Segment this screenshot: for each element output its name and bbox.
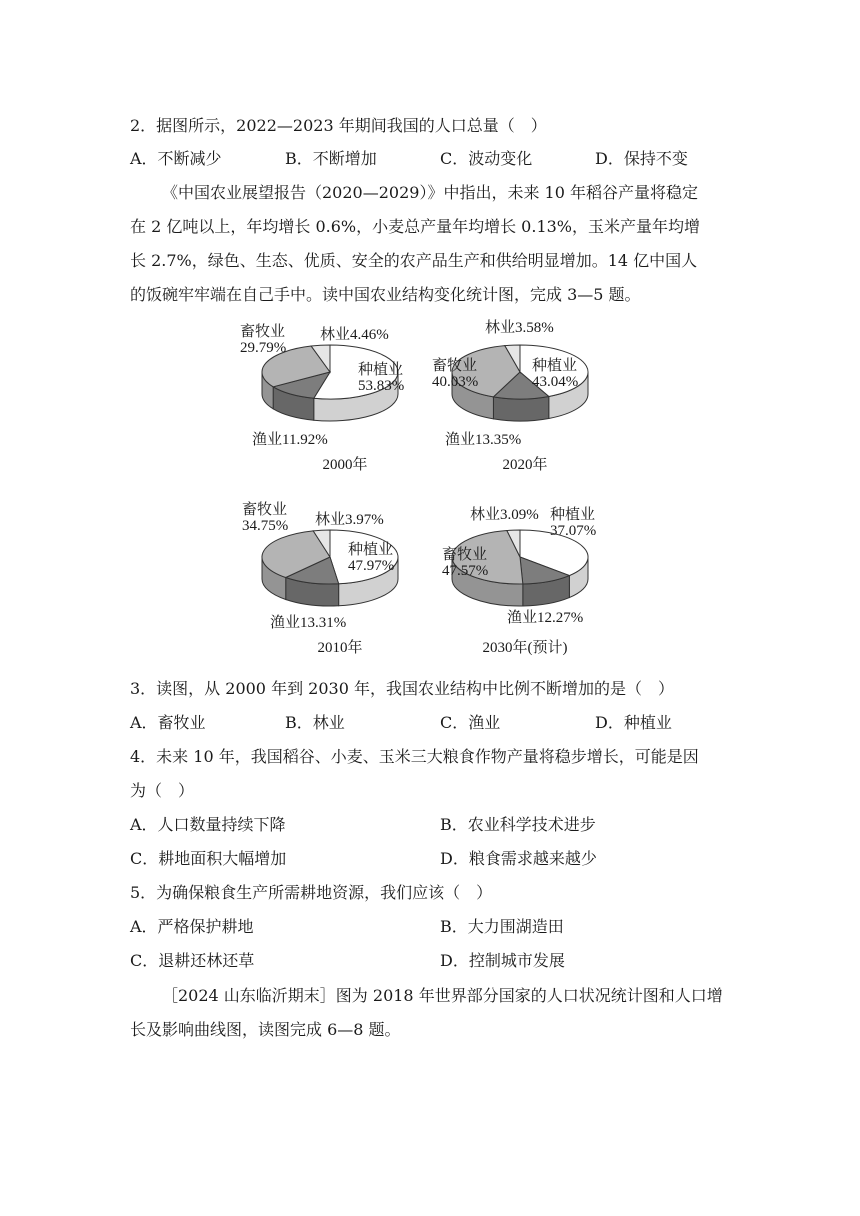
q4-option-c: C．耕地面积大幅增加 <box>130 849 287 868</box>
q5-option-a: A．严格保护耕地 <box>130 917 254 936</box>
pie-label-livestock-name: 畜牧业 <box>240 324 286 340</box>
pie-year-label: 2030年(预计) <box>482 640 568 656</box>
q2-option-d: D．保持不变 <box>595 149 688 168</box>
pie-side-渔业 <box>493 396 548 421</box>
pie-label-fishery: 渔业12.27% <box>507 610 584 626</box>
q2-option-c: C．波动变化 <box>440 149 533 168</box>
pie-label-crop-name: 种植业 <box>358 362 404 378</box>
pie-label-crop-name: 种植业 <box>550 507 596 523</box>
q5-option-d: D．控制城市发展 <box>440 951 565 970</box>
pie-label-crop-value: 53.83% <box>358 378 405 394</box>
pie-label-fishery: 渔业13.31% <box>270 615 347 631</box>
pie-label-fishery: 渔业13.35% <box>445 432 522 448</box>
q5-stem: 5．为确保粮食生产所需耕地资源，我们应该（ ） <box>130 883 493 902</box>
pie-label-crop-value: 37.07% <box>550 523 597 539</box>
pie-label-forest: 林业3.09% <box>470 507 539 523</box>
q3-option-b: B．林业 <box>285 713 345 732</box>
pie-label-livestock-name: 畜牧业 <box>442 547 488 563</box>
pie-year-label: 2020年 <box>502 457 548 473</box>
pie-label-livestock-name: 畜牧业 <box>242 502 288 518</box>
passage2-line-1: ［2024 山东临沂期末］图为 2018 年世界部分国家的人口状况统计图和人口增 <box>162 986 723 1005</box>
pie-label-crop-value: 43.04% <box>532 374 579 390</box>
pie-label-forest: 林业4.46% <box>320 327 389 343</box>
passage2-line-2: 长及影响曲线图，读图完成 6—8 题。 <box>130 1020 401 1039</box>
pie-charts-svg <box>235 312 625 662</box>
pie-label-forest: 林业3.58% <box>485 320 554 336</box>
passage1-line-4: 的饭碗牢牢端在自己手中。读中国农业结构变化统计图，完成 3—5 题。 <box>130 285 641 304</box>
q4-stem-line-2: 为（ ） <box>130 781 195 800</box>
q4-option-a: A．人口数量持续下降 <box>130 815 286 834</box>
pie-year-label: 2010年 <box>317 640 363 656</box>
pie-label-livestock-value: 29.79% <box>240 340 287 356</box>
pie-label-livestock-name: 畜牧业 <box>432 358 478 374</box>
q3-option-d: D．种植业 <box>595 713 672 732</box>
q3-stem: 3．读图，从 2000 年到 2030 年，我国农业结构中比例不断增加的是（ ） <box>130 679 674 698</box>
pie-label-livestock-value: 34.75% <box>242 518 289 534</box>
q5-option-c: C．退耕还林还草 <box>130 951 255 970</box>
q2-option-b: B．不断增加 <box>285 149 377 168</box>
pie-label-livestock-value: 40.03% <box>432 374 479 390</box>
q3-option-c: C．渔业 <box>440 713 501 732</box>
q3-option-a: A．畜牧业 <box>130 713 206 732</box>
q5-option-b: B．大力围湖造田 <box>440 917 564 936</box>
passage1-line-2: 在 2 亿吨以上，年均增长 0.6%，小麦总产量年均增长 0.13%，玉米产量年均增 <box>130 217 701 236</box>
passage1-line-1: 《中国农业展望报告（2020—2029）》中指出，未来 10 年稻谷产量将稳定 <box>162 183 698 202</box>
q2-stem: 2．据图所示，2022—2023 年期间我国的人口总量（ ） <box>130 116 547 135</box>
pie-year-label: 2000年 <box>322 457 368 473</box>
agriculture-structure-figure <box>235 312 625 662</box>
pie-label-crop-name: 种植业 <box>348 542 394 558</box>
q4-stem-line-1: 4．未来 10 年，我国稻谷、小麦、玉米三大粮食作物产量将稳步增长，可能是因 <box>130 747 699 766</box>
pie-label-forest: 林业3.97% <box>315 512 384 528</box>
pie-label-livestock-value: 47.57% <box>442 563 489 579</box>
pie-label-crop-name: 种植业 <box>532 358 578 374</box>
q4-option-b: B．农业科学技术进步 <box>440 815 596 834</box>
pie-label-fishery: 渔业11.92% <box>252 432 328 448</box>
q2-option-a: A．不断减少 <box>130 149 222 168</box>
pie-label-crop-value: 47.97% <box>348 558 395 574</box>
q4-option-d: D．粮食需求越来越少 <box>440 849 597 868</box>
passage1-line-3: 长 2.7%，绿色、生态、优质、安全的农产品生产和供给明显增加。14 亿中国人 <box>130 251 698 270</box>
